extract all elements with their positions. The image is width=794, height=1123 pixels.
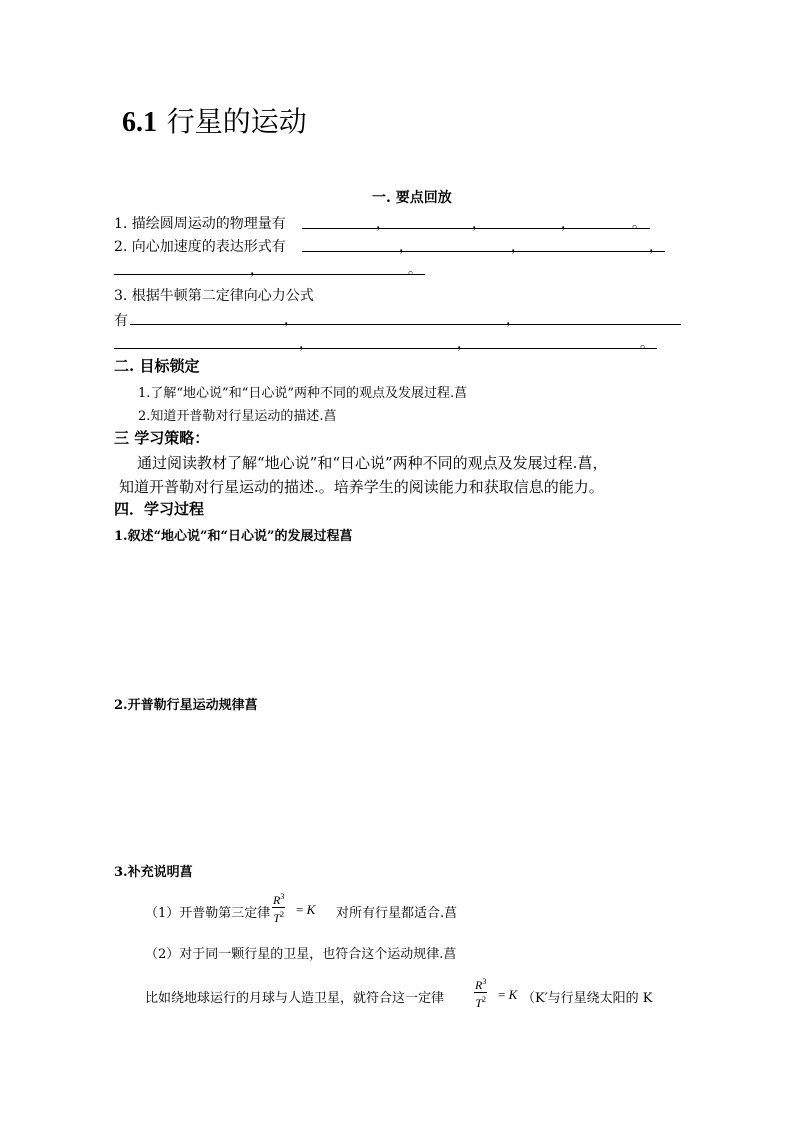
q1-sep-1: ， — [376, 216, 390, 232]
q3-text: 3. 根据牛顿第二定律向心力公式 — [114, 288, 314, 304]
goal-item-1: 1.了解“地心说”和“日心说”两种不同的观点及发展过程.菖 — [138, 386, 468, 401]
kepler-fraction-1: $\frac{R^3}{T^2}$ — [273, 892, 285, 925]
q2-blank-line — [302, 251, 665, 252]
kepler-rhs-2: = K — [498, 987, 518, 1002]
q2-blank-line-2 — [114, 274, 425, 275]
q2-sep-3: ， — [649, 239, 663, 255]
q3-sep-1: ， — [284, 312, 298, 328]
note-1-pre: （1）开普勒第三定律 — [145, 906, 271, 921]
q1-end: 。 — [632, 216, 646, 232]
process-sub-2: 2.开普勒行星运动规律菖 — [114, 698, 258, 713]
note-3-post: （K′与行星绕太阳的 K — [522, 991, 653, 1006]
q2-sep-1: ， — [399, 239, 413, 255]
q1-text: 1. 描绘圆周运动的物理量有 — [114, 216, 286, 232]
q1-sep-2: ， — [472, 216, 486, 232]
q2-sep-4: ， — [250, 262, 264, 278]
page-title — [122, 100, 307, 140]
note-2: （2）对于同一颗行星的卫星，也符合这个运动规律.菖 — [145, 947, 457, 962]
q2-text: 2. 向心加速度的表达形式有 — [114, 239, 286, 255]
kepler-fraction-2: $\frac{R^3}{T^2}$ — [475, 977, 487, 1010]
title-number: 6.1 — [122, 107, 157, 138]
process-sub-1: 1.叙述“地心说”和“日心说”的发展过程菖 — [114, 529, 353, 544]
q3-blank-line — [130, 324, 681, 325]
q2-sep-2: ， — [511, 239, 525, 255]
q3-sep-3: ， — [299, 336, 313, 352]
section1-heading: 一. 要点回放 — [372, 190, 452, 206]
q2-end: 。 — [408, 262, 422, 278]
q1-sep-3: ， — [561, 216, 575, 232]
kepler-rhs-1: = K — [296, 902, 316, 917]
q3-end: 。 — [640, 336, 654, 352]
title-text: 行星的运动 — [166, 105, 307, 138]
section4-heading: 四．学习过程 — [114, 500, 205, 518]
q3-sep-2: ， — [506, 312, 520, 328]
goal-item-2: 2.知道开普勒对行星运动的描述.菖 — [138, 409, 337, 424]
section2-heading: 二. 目标锁定 — [114, 357, 200, 375]
q3-text-2: 有 — [114, 313, 128, 329]
strategy-line-1: 通过阅读教材了解“地心说”和“日心说”两种不同的观点及发展过程.菖， — [137, 454, 608, 472]
strategy-line-2: 知道开普勒对行星运动的描述.。培养学生的阅读能力和获取信息的能力。 — [119, 478, 604, 496]
q3-sep-4: ， — [457, 336, 471, 352]
note-3-pre: 比如绕地球运行的月球与人造卫星，就符合这一定律 — [145, 991, 445, 1006]
section3-heading: 三 学习策略： — [114, 429, 210, 447]
note-1-post: 对所有行星都适合.菖 — [336, 906, 458, 921]
process-sub-3: 3.补充说明菖 — [114, 865, 193, 880]
q3-blank-line-2 — [114, 348, 657, 349]
